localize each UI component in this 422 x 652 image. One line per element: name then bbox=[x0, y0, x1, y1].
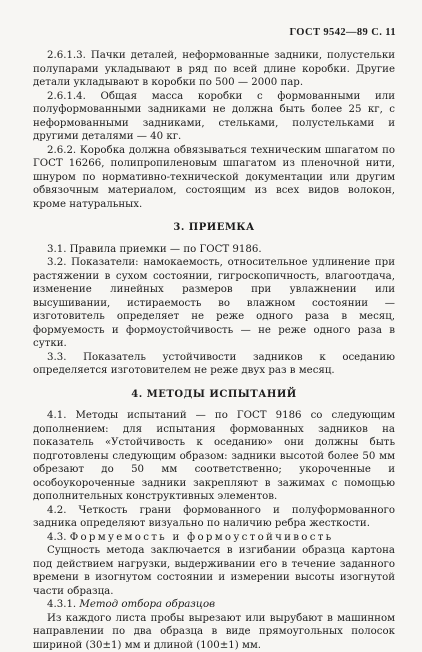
document-body bbox=[33, 49, 395, 652]
section-heading-4: 4. МЕТОДЫ ИСПЫТАНИЙ bbox=[33, 388, 395, 402]
paragraph-2-6-1-4: 2.6.1.4. Общая масса коробки с формованными или полуформованными задниками не должна быть более 25 кг, с неформованными задниками, стельками, полустельками и другими деталями — 40 кг. bbox=[33, 90, 395, 144]
paragraph-2-6-2: 2.6.2. Коробка должна обвязываться техническим шпагатом по ГОСТ 16266, полипропиленовым шпагатом из пленочной нити, шнуром по нормативно-технической документации или другим обвязочным материалом, состоящим из всех видов волокон, кроме натуральных. bbox=[33, 144, 395, 212]
paragraph-4-2: 4.2. Четкость грани формованного и полуформованного задника определяют визуально по наличию ребра жесткости. bbox=[33, 504, 395, 531]
paragraph-4-3-1-body: Из каждого листа пробы вырезают или вырубают в машинном направлении по два образца в виде прямоугольных полосок шириной (30±1) мм и длиной (100±1) мм. bbox=[33, 612, 395, 652]
subsection-heading-4-3 bbox=[33, 531, 395, 545]
subsection-number: 4.3. bbox=[47, 532, 66, 543]
subsection-number: 4.3.1. bbox=[47, 599, 76, 610]
paragraph-3-2: 3.2. Показатели: намокаемость, относительное удлинение при растяжении в сухом состоянии, гигроскопичность, влагоотдача, изменение линейных размеров при увлажнении или высушивании, истираемость во влажном состоянии — изготовитель определяет не реже одного раза в месяц, формуемость и формоустойчивость — не реже одного раза в сутки. bbox=[33, 256, 395, 351]
paragraph-2-6-1-3: 2.6.1.3. Пачки деталей, неформованные задники, полустельки полупарами укладывают в ряд по всей длине коробки. Другие детали укладывают в коробки по 500 — 2000 пар. bbox=[33, 49, 395, 90]
paragraph-3-1: 3.1. Правила приемки — по ГОСТ 9186. bbox=[33, 243, 395, 257]
subsection-heading-4-3-1 bbox=[33, 598, 395, 612]
page-header: ГОСТ 9542—89 С. 11 bbox=[289, 27, 396, 38]
subsection-title: Формуемость и формоустойчивость bbox=[70, 532, 334, 543]
paragraph-4-1: 4.1. Методы испытаний — по ГОСТ 9186 со следующим дополнением: для испытания формованных задников на показатель «Устойчивость к оседанию» они должны быть подготовлены следующим образом: задники высотой более 50 мм обрезают до 50 мм соответственно; укороченные и особоукороченные задники закрепляют в зажимах с помощью дополнительных конструктивных элементов. bbox=[33, 409, 395, 504]
section-heading-3: 3. ПРИЕМКА bbox=[33, 221, 395, 235]
subsection-title: Метод отбора образцов bbox=[79, 599, 215, 610]
paragraph-3-3: 3.3. Показатель устойчивости задников к оседанию определяется изготовителем не реже двух раз в месяц. bbox=[33, 351, 395, 378]
paragraph-4-3-body: Сущность метода заключается в изгибании образца картона под действием нагрузки, выдерживании его в течение заданного времени в изогнутом состоянии и измерении высоты изогнутой части образца. bbox=[33, 544, 395, 598]
